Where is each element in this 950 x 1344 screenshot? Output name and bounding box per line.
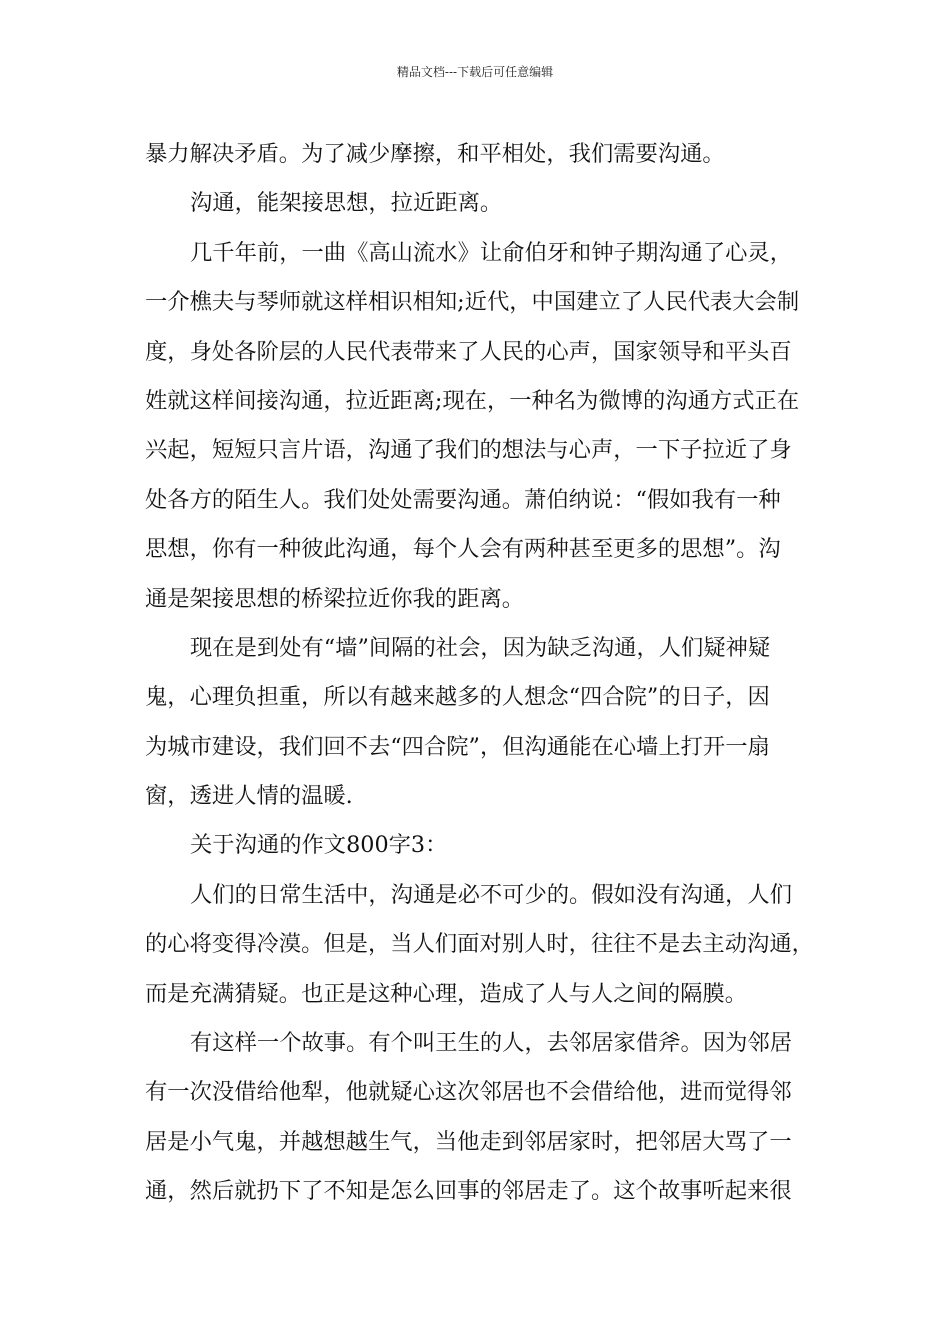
text-line: 兴起，短短只言片语，沟通了我们的想法与心声，一下子拉近了身 (145, 437, 792, 464)
text-line: 为城市建设，我们回不去“四合院”，但沟通能在心墙上打开一扇 (145, 733, 770, 760)
text-line: 通是架接思想的桥梁拉近你我的距离。 (145, 585, 525, 612)
document-body (145, 130, 815, 1217)
text-line: 人们的日常生活中，沟通是必不可少的。假如没有沟通，人们 (190, 881, 793, 908)
text-line: 思想，你有一种彼此沟通，每个人会有两种甚至更多的思想”。沟 (145, 536, 781, 563)
text-line: 关于沟通的作文800字3： (190, 832, 448, 859)
text-line: 一介樵夫与琴师就这样相识相知;近代，中国建立了人民代表大会制 (145, 289, 800, 316)
text-line: 姓就这样间接沟通，拉近距离;现在，一种名为微博的沟通方式正在 (145, 387, 800, 414)
text-line: 沟通，能架接思想，拉近距离。 (190, 190, 503, 217)
text-line: 几千年前，一曲《高山流水》让俞伯牙和钟子期沟通了心灵， (190, 239, 793, 266)
text-line: 有这样一个故事。有个叫王生的人，去邻居家借斧。因为邻居 (190, 1030, 793, 1057)
text-line: 有一次没借给他犁，他就疑心这次邻居也不会借给他，进而觉得邻 (145, 1079, 792, 1106)
text-line: 而是充满猜疑。也正是这种心理，造成了人与人之间的隔膜。 (145, 980, 748, 1007)
text-line: 通，然后就扔下了不知是怎么回事的邻居走了。这个故事听起来很 (145, 1178, 792, 1205)
text-line: 现在是到处有“墙”间隔的社会，因为缺乏沟通，人们疑神疑 (190, 634, 771, 661)
page-header: 精品文档---下载后可任意编辑 (396, 65, 554, 79)
text-line: 窗，透进人情的温暖. (145, 783, 353, 810)
text-line: 暴力解决矛盾。为了减少摩擦，和平相处，我们需要沟通。 (145, 141, 725, 167)
text-line: 居是小气鬼，并越想越生气，当他走到邻居家时，把邻居大骂了一 (145, 1128, 792, 1155)
text-line: 的心将变得冷漠。但是，当人们面对别人时，往往不是去主动沟通， (145, 931, 814, 958)
text-line: 鬼，心理负担重，所以有越来越多的人想念“四合院”的日子，因 (145, 684, 770, 711)
text-line: 度，身处各阶层的人民代表带来了人民的心声，国家领导和平头百 (145, 338, 792, 365)
text-line: 处各方的陌生人。我们处处需要沟通。萧伯纳说：“假如我有一种 (145, 486, 781, 513)
